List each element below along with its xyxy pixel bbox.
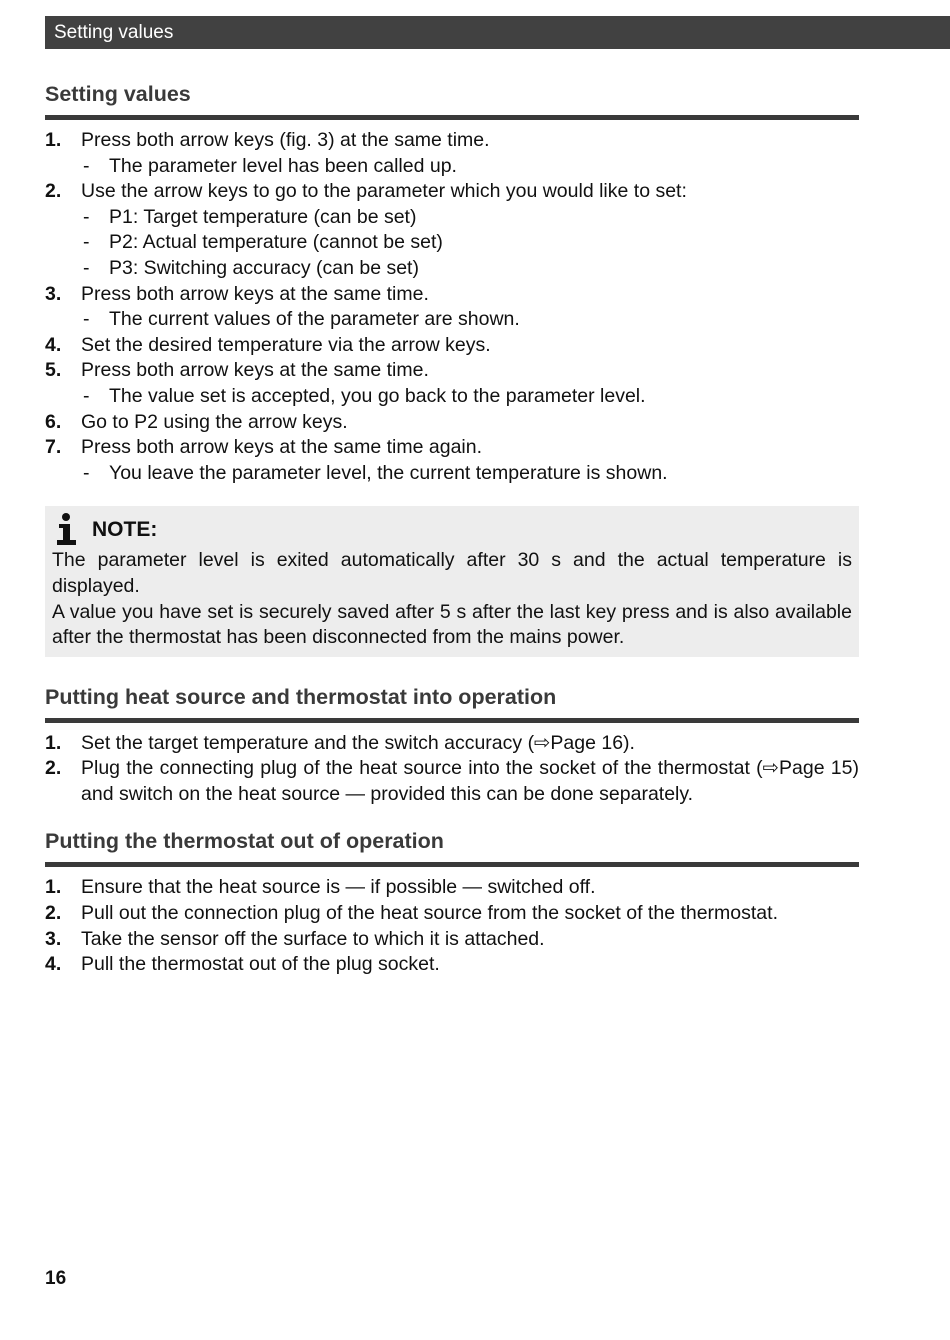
step-item (45, 128, 859, 179)
step-number: 2. (45, 180, 62, 203)
page-number: 16 (45, 1268, 67, 1289)
step-text: Press both arrow keys at the same time again. (81, 436, 483, 459)
note-box (45, 506, 859, 656)
section-rule (45, 115, 859, 120)
sub-step-text: The parameter level has been called up. (109, 154, 457, 177)
step-item (45, 952, 859, 978)
step-list (45, 875, 859, 977)
sub-step-item (81, 307, 859, 333)
section-out-of-operation (45, 827, 859, 977)
step-item (45, 901, 859, 927)
sub-step-item (81, 384, 859, 410)
sub-step-text: P1: Target temperature (can be set) (109, 205, 417, 228)
dash-bullet: - (83, 308, 90, 331)
step-number: 7. (45, 436, 62, 459)
sub-step-list (45, 205, 859, 282)
sub-step-text: The current values of the parameter are shown. (109, 308, 520, 331)
note-paragraph: The parameter level is exited automatically after 30 s and the actual temperature is displayed. (52, 549, 852, 597)
sub-step-item (81, 230, 859, 256)
sub-step-text: P3: Switching accuracy (can be set) (109, 256, 419, 279)
step-number: 3. (45, 927, 62, 950)
sub-step-text: P2: Actual temperature (cannot be set) (109, 231, 443, 254)
step-list (45, 731, 859, 808)
dash-bullet: - (83, 461, 90, 484)
step-text: Press both arrow keys (fig. 3) at the same time. (81, 129, 490, 151)
step-text: Plug the connecting plug of the heat source into the socket of the thermostat (⇨Page 15) and switch on the heat source — provided this can be done separately. (81, 757, 859, 805)
step-item (45, 731, 859, 757)
sub-step-item (81, 154, 859, 180)
sub-step-list (45, 461, 859, 487)
step-item (45, 282, 859, 333)
step-text: Press both arrow keys at the same time. (81, 282, 429, 305)
running-header-title: Setting values (54, 22, 174, 43)
sub-step-item (81, 205, 859, 231)
sub-step-list (45, 154, 859, 180)
step-text: Go to P2 using the arrow keys. (81, 410, 348, 433)
step-number: 2. (45, 757, 62, 780)
step-item (45, 435, 859, 486)
step-number: 1. (45, 876, 62, 899)
step-item (45, 179, 859, 281)
section-heading: Putting the thermostat out of operation (45, 829, 444, 854)
sub-step-text: The value set is accepted, you go back to the parameter level. (109, 384, 646, 407)
step-text: Set the desired temperature via the arrow keys. (81, 333, 491, 356)
dash-bullet: - (83, 256, 90, 279)
dash-bullet: - (83, 154, 90, 177)
step-text: Set the target temperature and the switch accuracy (⇨Page 16). (81, 731, 635, 754)
step-item (45, 927, 859, 953)
step-number: 4. (45, 333, 62, 356)
step-number: 2. (45, 902, 62, 925)
page-content (45, 80, 859, 998)
note-title: NOTE: (92, 518, 158, 542)
step-number: 1. (45, 129, 62, 151)
step-number: 3. (45, 282, 62, 305)
step-text: Pull the thermostat out of the plug socket. (81, 953, 440, 976)
sub-step-text: You leave the parameter level, the current temperature is shown. (109, 461, 668, 484)
dash-bullet: - (83, 384, 90, 407)
step-item (45, 333, 859, 359)
step-item (45, 410, 859, 436)
section-into-operation (45, 683, 859, 808)
step-item (45, 875, 859, 901)
step-number: 1. (45, 731, 62, 754)
step-text: Ensure that the heat source is — if possible — switched off. (81, 876, 596, 899)
step-item (45, 358, 859, 409)
note-header (52, 512, 852, 548)
sub-step-item (81, 256, 859, 282)
running-header (45, 16, 950, 49)
dash-bullet: - (83, 231, 90, 254)
dash-bullet: - (83, 205, 90, 228)
step-number: 4. (45, 953, 62, 976)
step-number: 5. (45, 359, 62, 382)
step-item (45, 756, 859, 807)
step-text: Press both arrow keys at the same time. (81, 359, 429, 382)
section-heading: Putting heat source and thermostat into operation (45, 684, 557, 709)
section-rule (45, 862, 859, 867)
info-icon (54, 513, 82, 547)
step-text: Pull out the connection plug of the heat source from the socket of the thermostat. (81, 902, 778, 925)
note-paragraph: A value you have set is securely saved after 5 s after the last key press and is also available after the thermostat has been disconnected from the mains power. (52, 600, 852, 649)
step-number: 6. (45, 410, 62, 433)
step-text: Take the sensor off the surface to which it is attached. (81, 927, 545, 950)
step-list (45, 128, 859, 486)
sub-step-list (45, 384, 859, 410)
step-text: Use the arrow keys to go to the parameter which you would like to set: (81, 180, 687, 203)
section-heading: Setting values (45, 82, 191, 106)
section-setting-values (45, 80, 859, 486)
sub-step-list (45, 307, 859, 333)
sub-step-item (81, 461, 859, 487)
section-rule (45, 718, 859, 723)
